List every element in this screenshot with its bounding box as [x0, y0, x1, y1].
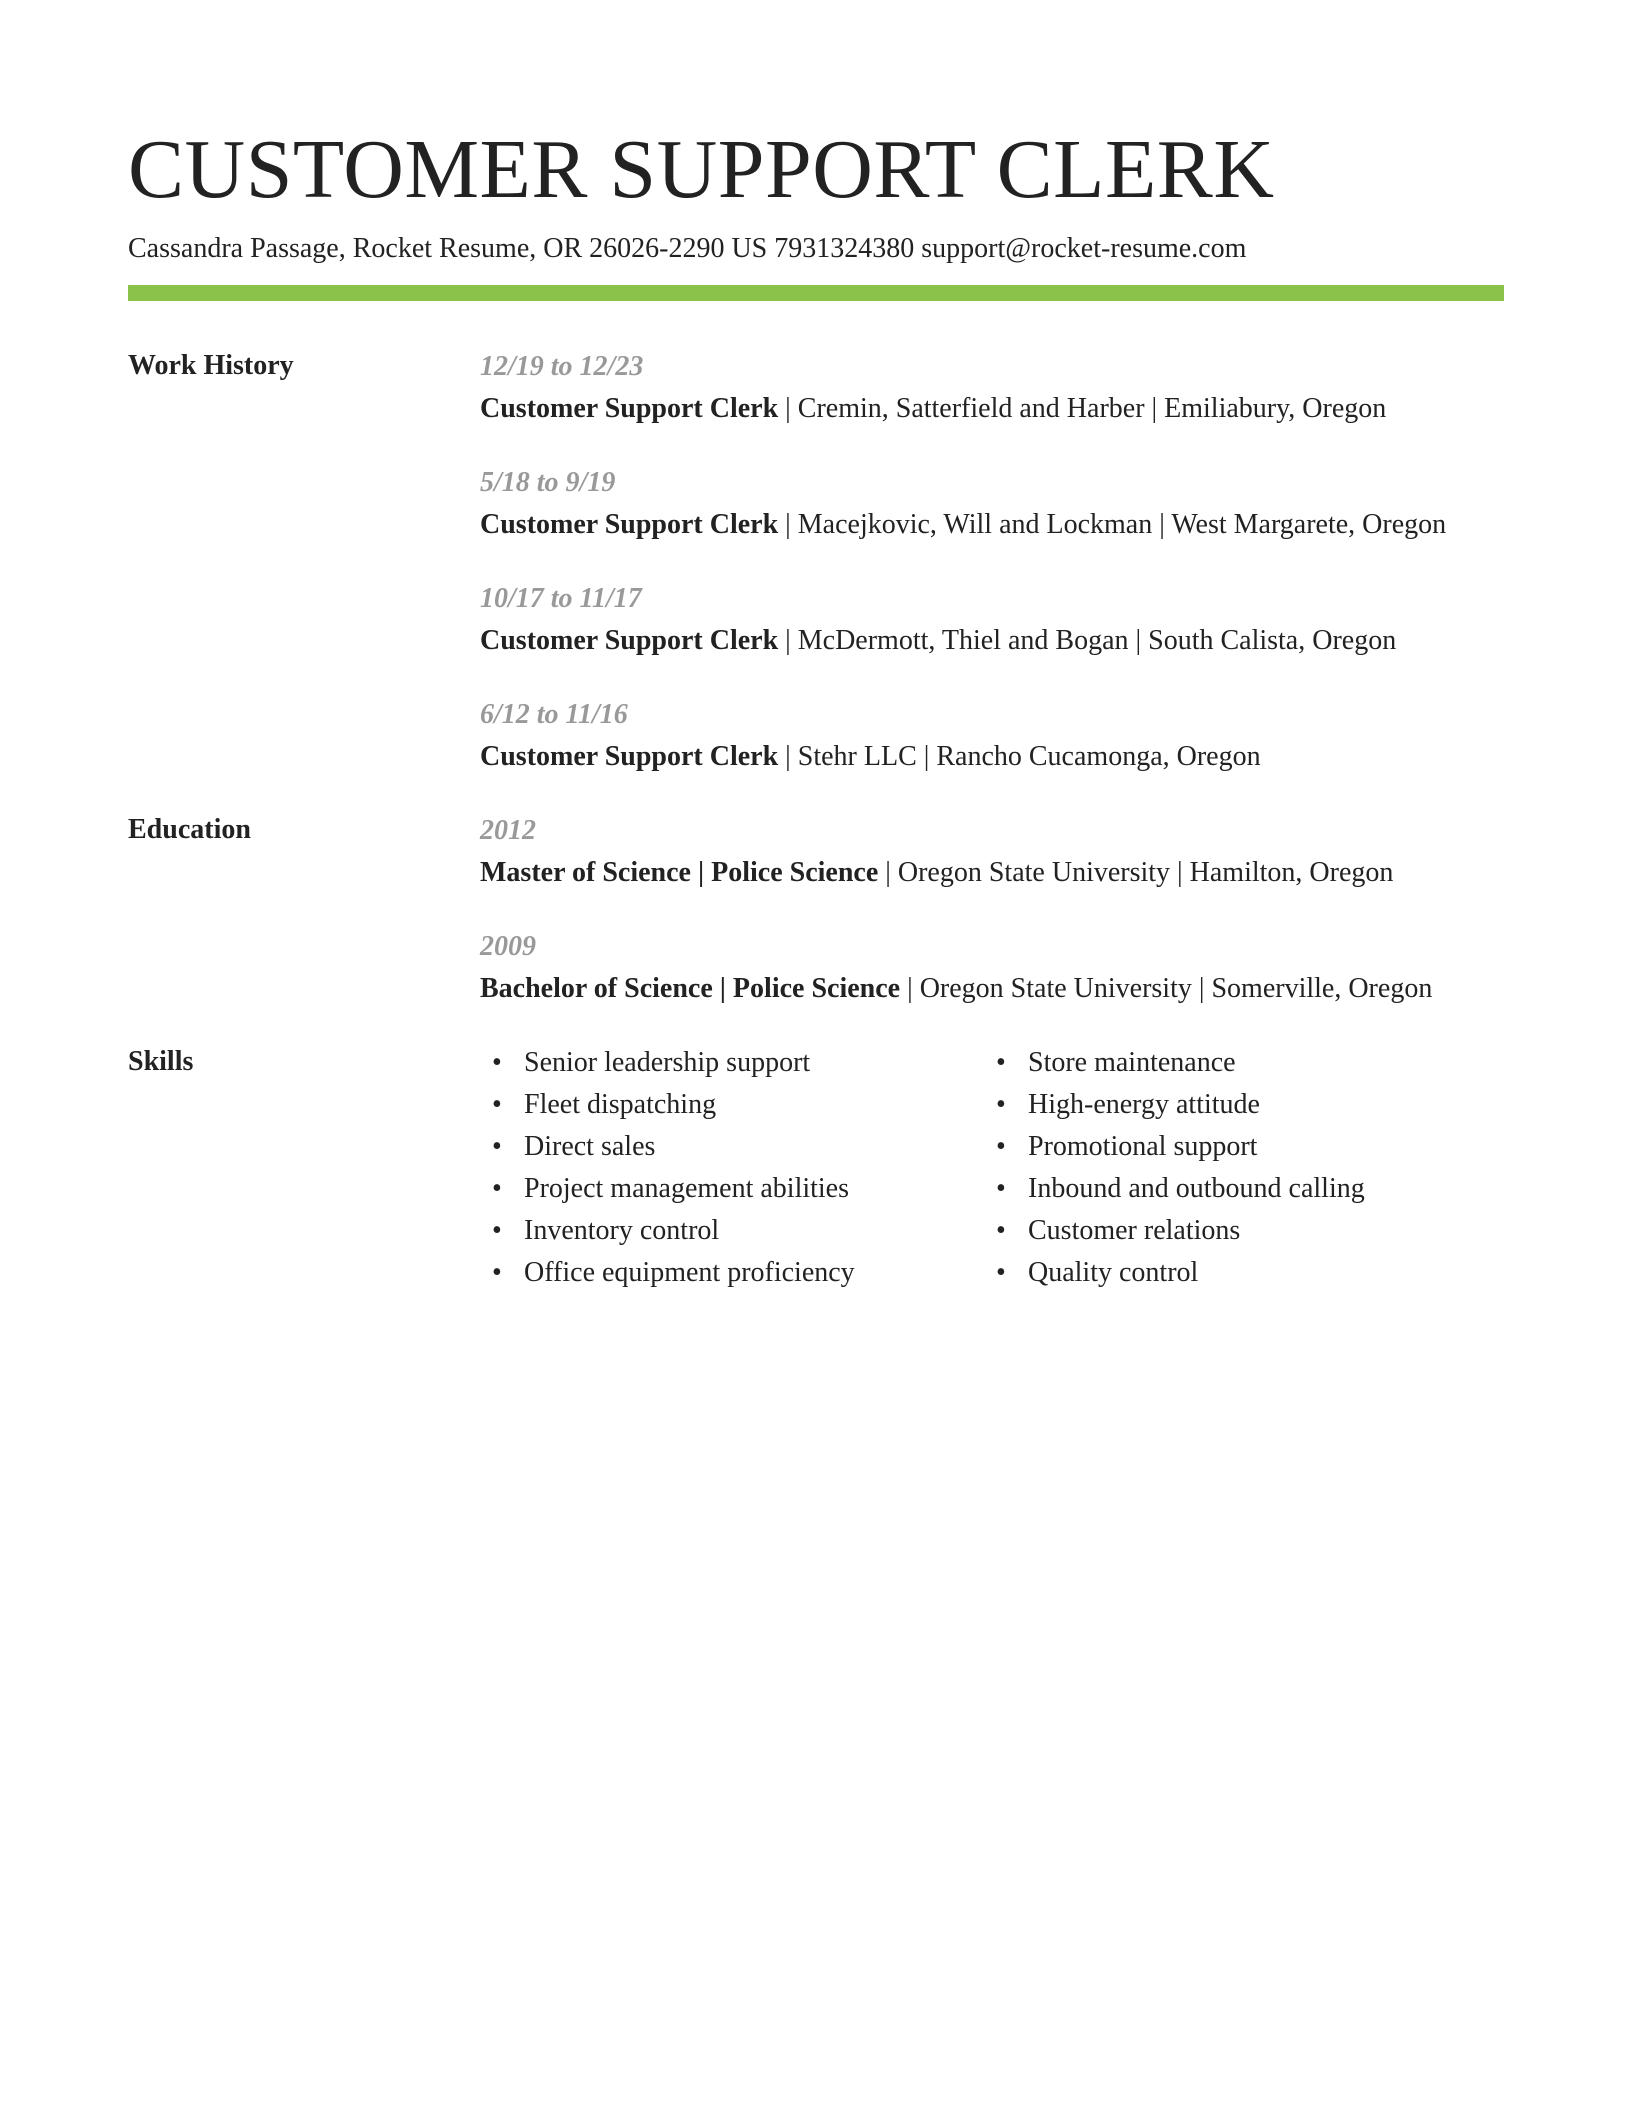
- work-entry-date: 5/18 to 9/19: [480, 467, 616, 498]
- education-entry-details: | Oregon State University | Somerville, Oregon: [900, 973, 1433, 1004]
- skill-item: [480, 1210, 984, 1252]
- work-entry-details: | Stehr LLC | Rancho Cucamonga, Oregon: [778, 741, 1261, 772]
- education-heading: Education: [128, 814, 251, 845]
- skill-label: Quality control: [1028, 1257, 1199, 1288]
- skill-label: Store maintenance: [1028, 1047, 1236, 1078]
- skill-item: [984, 1126, 1484, 1168]
- skill-label: Office equipment proficiency: [524, 1257, 855, 1288]
- work-entry-role: Customer Support Clerk: [480, 741, 779, 772]
- work-entry-details: | Cremin, Satterfield and Harber | Emiliabury, Oregon: [778, 393, 1387, 424]
- work-entry: [480, 578, 1504, 694]
- bullet-icon: •: [492, 1173, 502, 1204]
- resume-title: CUSTOMER SUPPORT CLERK: [128, 123, 1275, 216]
- bullet-icon: •: [996, 1047, 1006, 1078]
- skill-label: Senior leadership support: [524, 1047, 811, 1078]
- skill-item: [480, 1126, 984, 1168]
- work-history-list: [480, 346, 1504, 810]
- education-entry-degree: Master of Science | Police Science: [480, 857, 879, 888]
- work-entry-line: [480, 504, 1504, 546]
- skill-item: [480, 1168, 984, 1210]
- skill-label: Inventory control: [524, 1215, 720, 1246]
- skill-label: Direct sales: [524, 1131, 656, 1162]
- education-entry-line: [480, 852, 1504, 894]
- skills-list: [480, 1042, 1504, 1294]
- work-entry-date: 12/19 to 12/23: [480, 351, 644, 382]
- education-list: [480, 810, 1504, 1042]
- bullet-icon: •: [492, 1215, 502, 1246]
- education-entry: [480, 810, 1504, 926]
- bullet-icon: •: [492, 1131, 502, 1162]
- education-entry-line: [480, 968, 1504, 1010]
- work-entry-role: Customer Support Clerk: [480, 625, 779, 656]
- skill-item: [480, 1084, 984, 1126]
- bullet-icon: •: [492, 1047, 502, 1078]
- education-entry-date: 2009: [480, 931, 536, 962]
- bullet-icon: •: [492, 1089, 502, 1120]
- skill-item: [984, 1168, 1484, 1210]
- education-entry: [480, 926, 1504, 1042]
- education-entry-degree: Bachelor of Science | Police Science: [480, 973, 901, 1004]
- work-entry-line: [480, 388, 1504, 430]
- skill-item: [480, 1042, 984, 1084]
- contact-line: Cassandra Passage, Rocket Resume, OR 26026-2290 US 7931324380 support@rocket-resume.com: [128, 233, 1247, 264]
- skill-label: Fleet dispatching: [524, 1089, 717, 1120]
- skill-label: Inbound and outbound calling: [1028, 1173, 1365, 1204]
- work-entry-details: | Macejkovic, Will and Lockman | West Margarete, Oregon: [778, 509, 1447, 540]
- work-entry-details: | McDermott, Thiel and Bogan | South Calista, Oregon: [778, 625, 1397, 656]
- education-entry-details: | Oregon State University | Hamilton, Oregon: [878, 857, 1394, 888]
- skill-item: [984, 1252, 1484, 1294]
- education-entry-date: 2012: [480, 815, 536, 846]
- work-entry-line: [480, 736, 1504, 778]
- skill-label: High-energy attitude: [1028, 1089, 1260, 1120]
- work-entry: [480, 462, 1504, 578]
- skill-label: Promotional support: [1028, 1131, 1258, 1162]
- bullet-icon: •: [996, 1131, 1006, 1162]
- accent-divider: [128, 285, 1504, 301]
- bullet-icon: •: [996, 1173, 1006, 1204]
- bullet-icon: •: [492, 1257, 502, 1288]
- skill-item: [984, 1084, 1484, 1126]
- work-history-heading: Work History: [128, 350, 294, 381]
- skill-item: [984, 1042, 1484, 1084]
- bullet-icon: •: [996, 1257, 1006, 1288]
- skills-column-1: [480, 1042, 984, 1294]
- work-entry-line: [480, 620, 1504, 662]
- bullet-icon: •: [996, 1089, 1006, 1120]
- skills-column-2: [984, 1042, 1484, 1294]
- skill-label: Project management abilities: [524, 1173, 850, 1204]
- skill-item: [984, 1210, 1484, 1252]
- work-entry-date: 10/17 to 11/17: [480, 583, 642, 614]
- skill-label: Customer relations: [1028, 1215, 1241, 1246]
- work-entry: [480, 346, 1504, 462]
- work-entry: [480, 694, 1504, 810]
- work-entry-role: Customer Support Clerk: [480, 509, 779, 540]
- skills-heading: Skills: [128, 1046, 194, 1077]
- work-entry-date: 6/12 to 11/16: [480, 699, 628, 730]
- skill-item: [480, 1252, 984, 1294]
- work-entry-role: Customer Support Clerk: [480, 393, 779, 424]
- bullet-icon: •: [996, 1215, 1006, 1246]
